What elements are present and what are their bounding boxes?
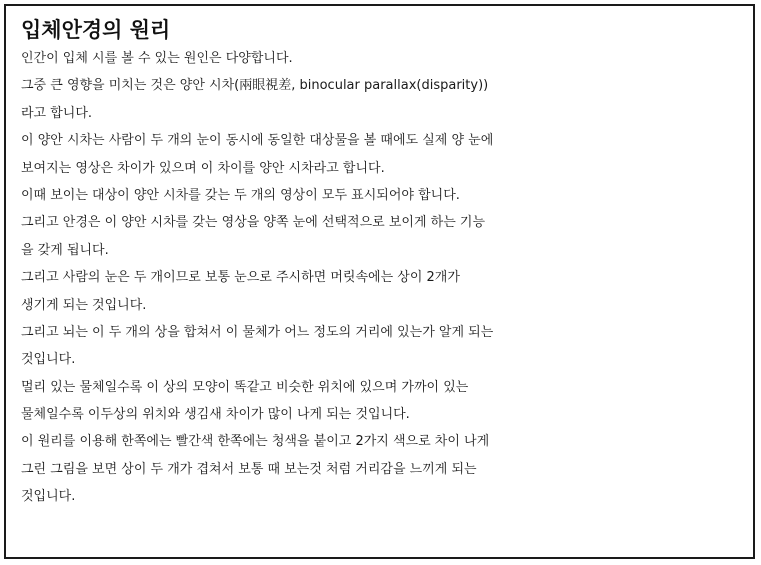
text-line: 그리고 뇌는 이 두 개의 상을 합쳐서 이 물체가 어느 정도의 거리에 있는가 알게 되는 (21, 324, 494, 340)
text-line: 인간이 입체 시를 볼 수 있는 원인은 다양합니다. (21, 51, 293, 66)
text-line: 멀리 있는 물체일수록 이 상의 모양이 똑같고 비슷한 위치에 있으며 가까이 있는 (21, 379, 469, 395)
text-line: 그중 큰 영향을 미치는 것은 양안 시차(兩眼視差, binocular parallax(disparity)) (21, 78, 489, 94)
text-line: 라고 합니다. (21, 105, 93, 121)
text-line: 을 갖게 됩니다. (21, 242, 109, 258)
document-body (21, 45, 751, 511)
document-title: 입체안경의 원리 (21, 18, 171, 42)
text-line: 생기게 되는 것입니다. (21, 297, 147, 313)
text-line: 것입니다. (21, 489, 76, 505)
text-line: 이때 보이는 대상이 양안 시차를 갖는 두 개의 영상이 모두 표시되어야 합니다. (21, 187, 460, 203)
text-line: 물체일수록 이두상의 위치와 생김새 차이가 많이 나게 되는 것입니다. (21, 407, 410, 423)
text-line: 것입니다. (21, 352, 76, 368)
text-line: 그리고 사람의 눈은 두 개이므로 보통 눈으로 주시하면 머릿속에는 상이 2개가 (21, 270, 460, 286)
text-line: 그리고 안경은 이 양안 시차를 갖는 영상을 양쪽 눈에 선택적으로 보이게 하는 기능 (21, 215, 486, 231)
document-frame (4, 4, 755, 559)
text-line: 그린 그림을 보면 상이 두 개가 겹쳐서 보통 때 보는것 처럼 거리감을 느끼게 되는 (21, 461, 477, 477)
text-line: 보여지는 영상은 차이가 있으며 이 차이를 양안 시차라고 합니다. (21, 160, 385, 176)
text-line: 이 원리를 이용해 한쪽에는 빨간색 한쪽에는 청색을 붙이고 2가지 색으로 차이 나게 (21, 434, 490, 450)
text-line: 이 양안 시차는 사람이 두 개의 눈이 동시에 동일한 대상물을 볼 때에도 실제 양 눈에 (21, 133, 494, 149)
